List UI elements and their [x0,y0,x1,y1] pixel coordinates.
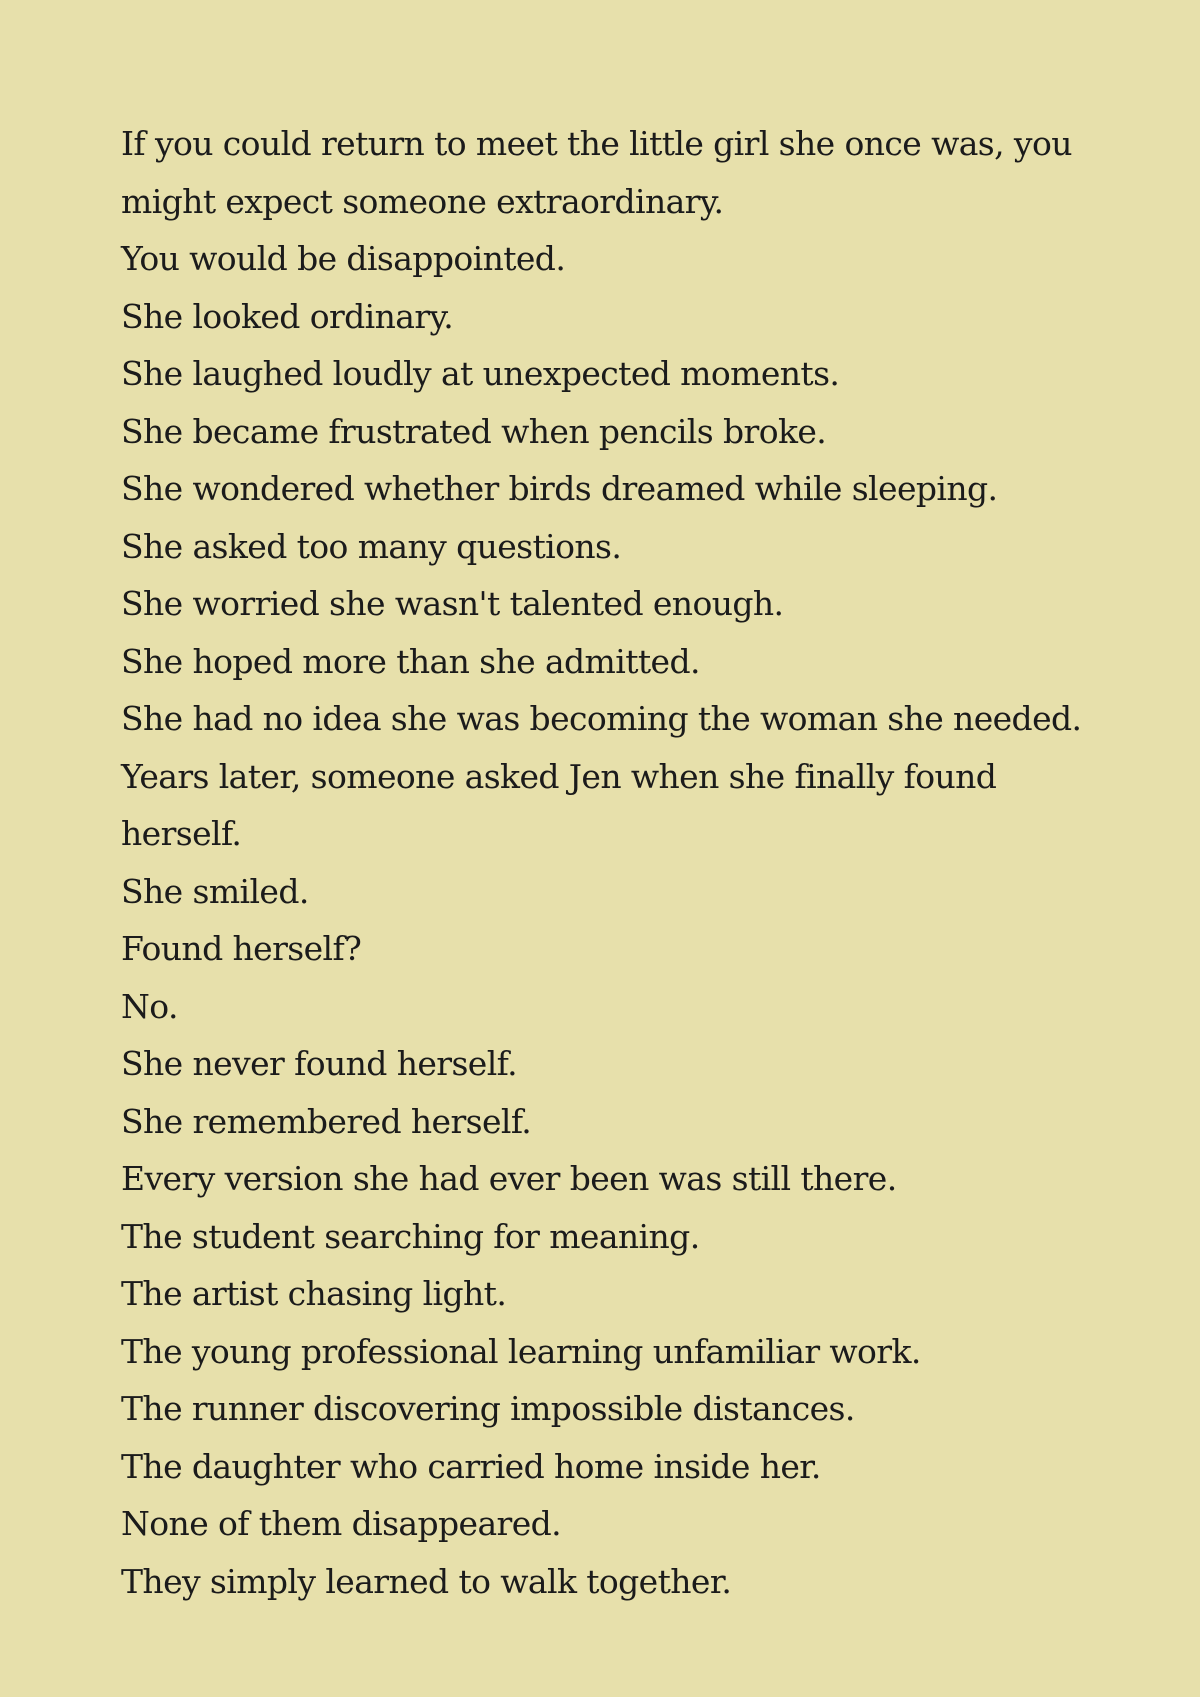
text-line: None of them disappeared. [121,1504,562,1543]
text-line: She hoped more than she admitted. [121,641,700,681]
text-line: Years later, someone asked Jen when she finally found herself. [121,756,997,853]
text-line: The young professional learning unfamiliar work. [121,1331,921,1371]
text-line: She laughed loudly at unexpected moments. [121,354,840,393]
text-line: The student searching for meaning. [121,1216,700,1256]
text-line: The daughter who carried home inside her. [121,1446,821,1486]
text-line: The runner discovering impossible distances. [121,1389,855,1428]
text-line: She had no idea she was becoming the woman she needed. [121,699,1082,738]
text-line: She smiled. [121,871,309,911]
text-line: She wondered whether birds dreamed while sleeping. [121,469,998,508]
text-line: No. [121,986,178,1026]
text-line: She asked too many questions. [121,526,622,566]
text-line: She looked ordinary. [121,296,454,336]
text-body [121,115,1090,1610]
text-line: She became frustrated when pencils broke. [121,411,827,451]
text-line: She remembered herself. [121,1101,532,1141]
text-line: Found herself? [121,929,362,968]
text-line: She never found herself. [121,1044,518,1083]
text-line: If you could return to meet the little girl she once was, you might expect someone extraordinary. [121,124,1072,221]
text-line: They simply learned to walk together. [121,1561,732,1601]
text-line: Every version she had ever been was still there. [121,1159,897,1198]
text-line: You would be disappointed. [121,239,566,278]
text-line: She worried she wasn't talented enough. [121,584,784,623]
text-line: The artist chasing light. [121,1274,507,1313]
